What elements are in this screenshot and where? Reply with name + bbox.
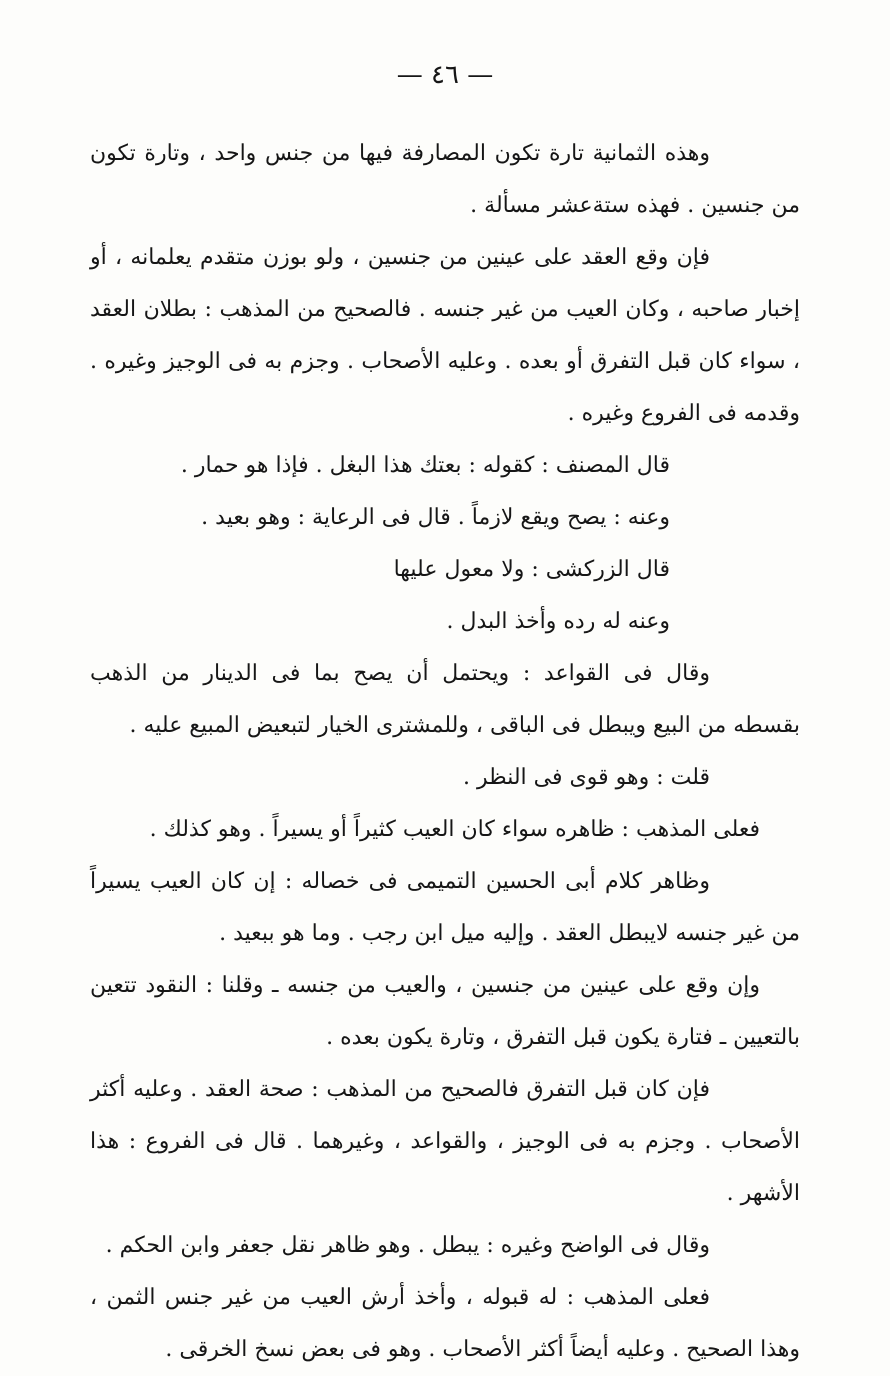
paragraph: وعنه له رده وأخذ البدل . <box>446 609 670 634</box>
paragraph: فإن كان قبل التفرق فالصحيح من المذهب : صحة العقد . وعليه أكثر الأصحاب . وجزم به فى الوجيز ، والقواعد ، وغيرهما . قال فى الفروع : هذا الأشهر . <box>90 1077 800 1206</box>
paragraph: قال الزركشى : ولا معول عليها <box>393 557 670 582</box>
paragraph: وقال فى الواضح وغيره : يبطل . وهو ظاهر نقل جعفر وابن الحكم . <box>105 1233 710 1258</box>
paragraph: قلت : وهو قوى فى النظر . <box>463 765 710 790</box>
paragraph: قال المصنف : كقوله : بعتك هذا البغل . فإذا هو حمار . <box>180 453 670 478</box>
paragraph: فإن وقع العقد على عينين من جنسين ، ولو بوزن متقدم يعلمانه ، أو إخبار صاحبه ، وكان العيب من غير جنسه . فالصحيح من المذهب : بطلان العقد ، سواء كان قبل التفرق أو بعده . وعليه الأصحاب . وجزم به فى الوجيز وغيره . وقدمه فى الفروع وغيره . <box>90 245 800 426</box>
paragraph: فعلى المذهب : ظاهره سواء كان العيب كثيراً أو يسيراً . وهو كذلك . <box>149 817 760 842</box>
paragraph: وهذه الثمانية تارة تكون المصارفة فيها من جنس واحد ، وتارة تكون من جنسين . فهذه ستةعشر مسألة . <box>90 141 800 218</box>
body-text <box>90 128 800 1376</box>
paragraph: فعلى المذهب : له قبوله ، وأخذ أرش العيب من غير جنس الثمن ، وهذا الصحيح . وعليه أيضاً أكثر الأصحاب . وهو فى بعض نسخ الخرقى . <box>90 1285 800 1362</box>
paragraph: وقال فى القواعد : ويحتمل أن يصح بما فى الدينار من الذهب بقسطه من البيع ويبطل فى الباقى ، وللمشترى الخيار لتبعيض المبيع عليه . <box>90 661 800 738</box>
paragraph: وظاهر كلام أبى الحسين التميمى فى خصاله : إن كان العيب يسيراً من غير جنسه لايبطل العقد . وإليه ميل ابن رجب . وما هو ببعيد . <box>90 869 800 946</box>
paragraph: وعنه : يصح ويقع لازماً . قال فى الرعاية : وهو بعيد . <box>201 505 670 530</box>
paragraph: وإن وقع على عينين من جنسين ، والعيب من جنسه ـ وقلنا : النقود تتعين بالتعيين ـ فتارة يكون قبل التفرق ، وتارة يكون بعده . <box>90 973 800 1050</box>
page-number: — ٤٦ — <box>396 60 494 90</box>
